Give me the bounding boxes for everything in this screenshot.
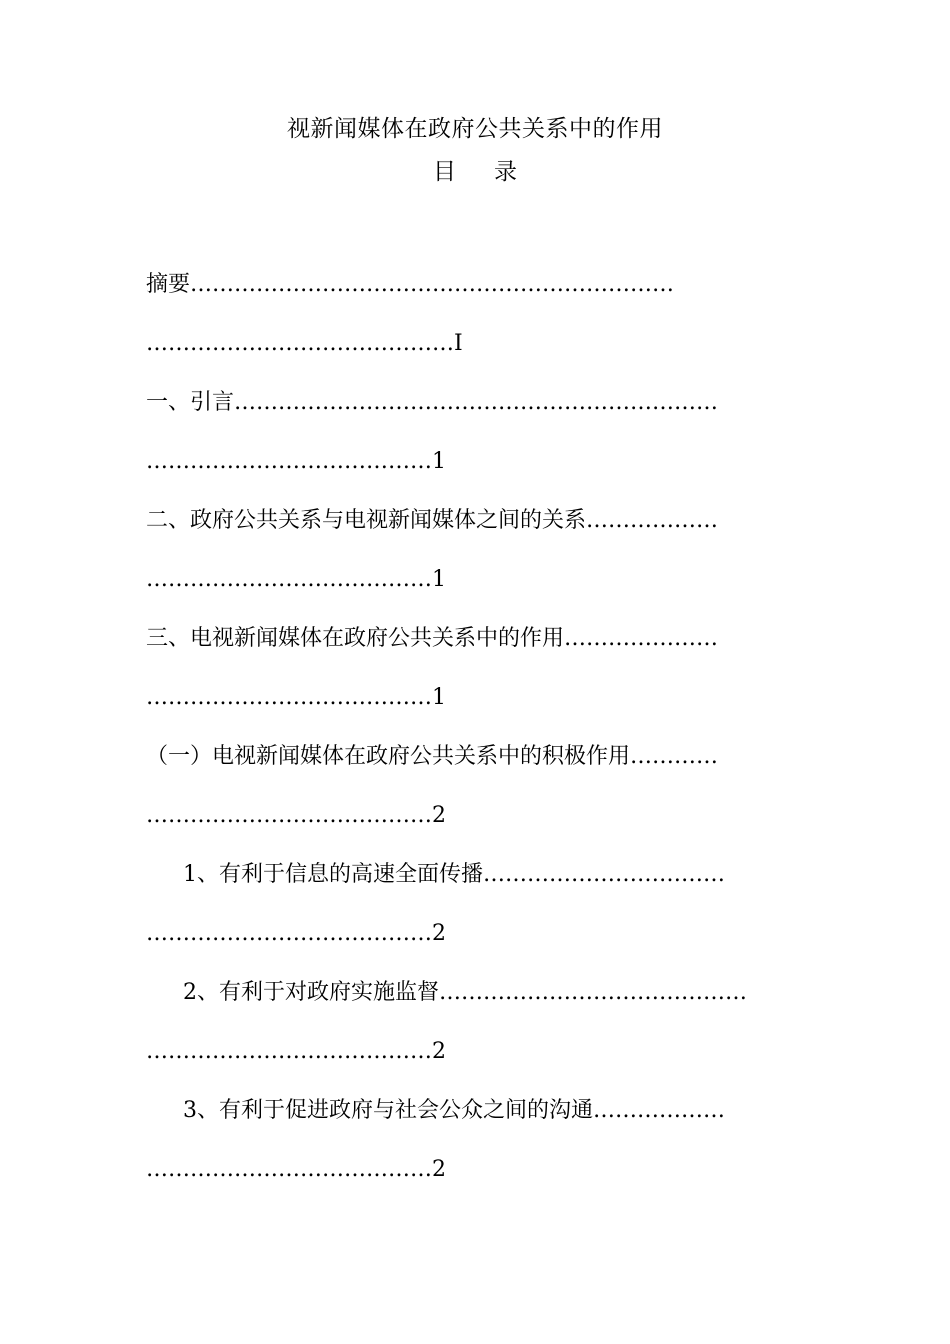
toc-leader-dots: ………………	[586, 508, 719, 533]
toc-entry-introduction[interactable]	[146, 383, 806, 501]
toc-leader-dots: …………………………………	[146, 685, 432, 710]
toc-entry-label: 2、有利于对政府实施监督	[183, 980, 439, 1005]
toc-entry-label: 一、引言	[146, 390, 235, 415]
toc-entry-section-3-1[interactable]	[146, 737, 806, 855]
toc-leader-dots: …………………………………	[146, 921, 432, 946]
toc-entry-section-3-1-1[interactable]	[146, 855, 806, 973]
toc-entry-label: 1、有利于信息的高速全面传播	[183, 862, 483, 887]
toc-entry-section-2[interactable]	[146, 501, 806, 619]
toc-leader-dots: …………………	[564, 626, 719, 651]
toc-leader-dots: ……………………………………	[146, 331, 454, 356]
toc-entry-label: 3、有利于促进政府与社会公众之间的沟通	[183, 1098, 593, 1123]
toc-leader-dots: …………………………………………………………	[190, 272, 675, 297]
toc-leader-dots: …………………………………	[146, 567, 432, 592]
toc-entry-label: 三、电视新闻媒体在政府公共关系中的作用	[146, 626, 565, 651]
toc-leader-dots: …………	[630, 744, 719, 769]
toc-entry-label: 二、政府公共关系与电视新闻媒体之间的关系	[146, 508, 587, 533]
toc-page-number: 2	[432, 921, 446, 946]
toc-leader-dots: …………………………………	[146, 1157, 432, 1182]
toc-heading	[0, 155, 950, 189]
toc-leader-dots: ……………………………	[483, 862, 725, 887]
toc-leader-dots: …………………………………	[146, 803, 432, 828]
toc-page-number: 2	[432, 1157, 446, 1182]
toc-heading-char-1: 目	[433, 159, 456, 185]
toc-leader-dots: …………………………………………………………	[234, 390, 719, 415]
toc-leader-dots: …………………………………	[146, 1039, 432, 1064]
toc-page-number: I	[454, 331, 463, 356]
toc-entry-section-3-1-2[interactable]	[146, 973, 806, 1091]
toc-page-number: 2	[432, 803, 446, 828]
toc-page-number: 1	[432, 449, 446, 474]
table-of-contents	[146, 265, 806, 1209]
toc-heading-char-2: 录	[494, 159, 517, 185]
toc-page-number: 1	[432, 685, 446, 710]
toc-leader-dots: ………………	[593, 1098, 725, 1123]
toc-leader-dots: ……………………………………	[439, 980, 747, 1005]
toc-page-number: 2	[432, 1039, 446, 1064]
toc-leader-dots: …………………………………	[146, 449, 432, 474]
toc-entry-section-3-1-3[interactable]	[146, 1091, 806, 1209]
toc-entry-abstract[interactable]	[146, 265, 806, 383]
toc-entry-label: 摘要	[146, 272, 191, 297]
toc-entry-section-3[interactable]	[146, 619, 806, 737]
document-title: 视新闻媒体在政府公共关系中的作用	[287, 116, 663, 142]
toc-page-number: 1	[432, 567, 446, 592]
toc-entry-label: （一）电视新闻媒体在政府公共关系中的积极作用	[146, 744, 631, 769]
